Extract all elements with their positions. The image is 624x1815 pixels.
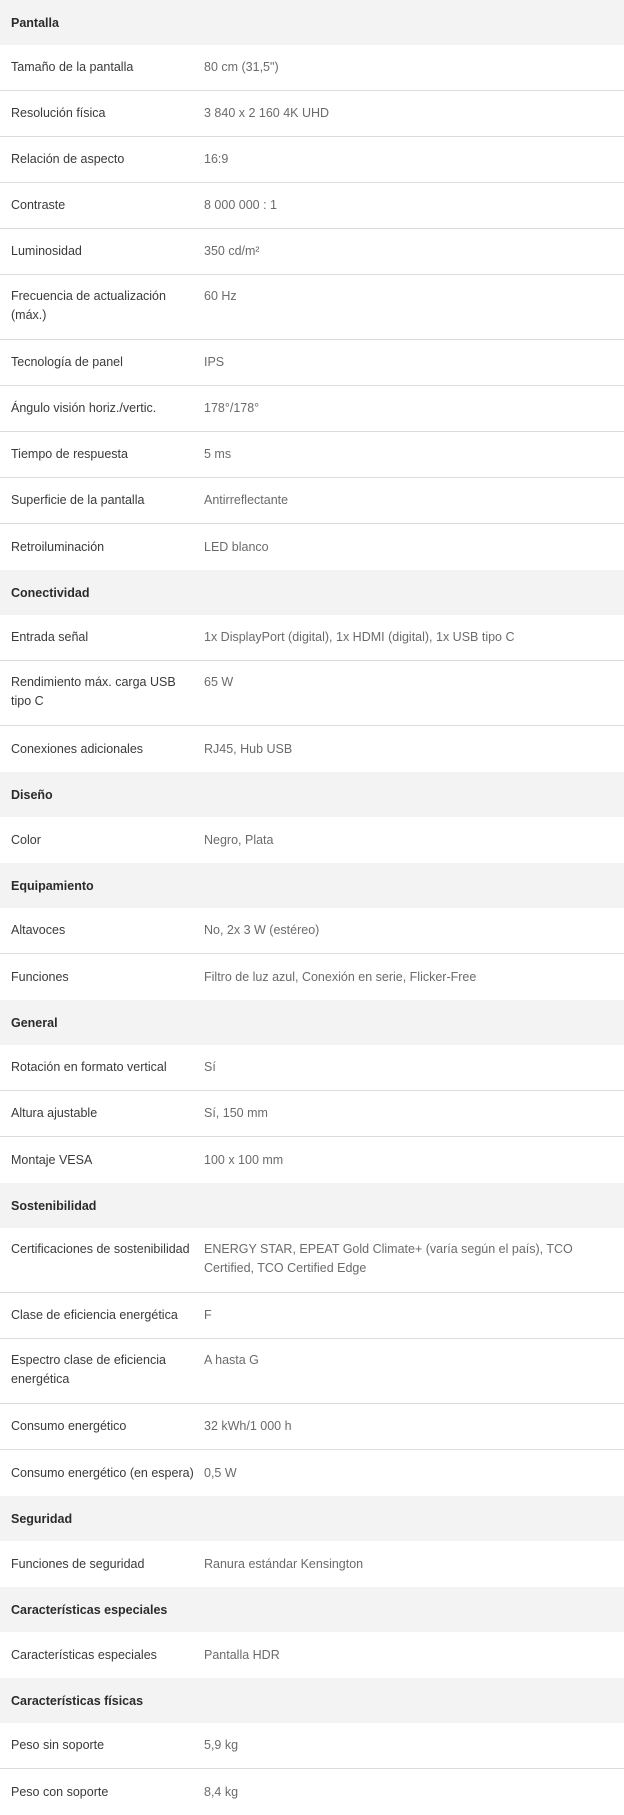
spec-label: Peso sin soporte	[11, 1738, 105, 1752]
spec-row	[0, 45, 624, 91]
spec-label: Frecuencia de actualización (máx.)	[11, 289, 166, 322]
spec-row	[0, 954, 624, 1000]
spec-label: Montaje VESA	[11, 1152, 93, 1167]
spec-row	[0, 1293, 624, 1339]
spec-value: F	[204, 1308, 212, 1322]
spec-value: Antirreflectante	[204, 493, 289, 507]
spec-row	[0, 1404, 624, 1450]
spec-label: Altavoces	[11, 923, 66, 937]
spec-value: 8 000 000 : 1	[204, 198, 277, 212]
spec-row	[0, 1769, 624, 1815]
spec-value: 5 ms	[204, 447, 232, 461]
spec-label: Peso con soporte	[11, 1784, 109, 1799]
spec-row	[0, 726, 624, 772]
spec-label: Funciones de seguridad	[11, 1556, 145, 1571]
spec-label: Resolución física	[11, 106, 106, 120]
spec-label: Luminosidad	[11, 244, 82, 258]
spec-row	[0, 817, 624, 863]
spec-row	[0, 137, 624, 183]
spec-row	[0, 432, 624, 478]
spec-value: 32 kWh/1 000 h	[204, 1419, 292, 1433]
section-header: Seguridad	[0, 1496, 624, 1541]
spec-label: Tecnología de panel	[11, 355, 123, 369]
spec-value: Pantalla HDR	[204, 1647, 280, 1662]
spec-row	[0, 1339, 624, 1404]
spec-label: Conexiones adicionales	[11, 741, 144, 756]
spec-row	[0, 386, 624, 432]
spec-value: Sí	[204, 1060, 216, 1074]
spec-label: Características especiales	[11, 1647, 157, 1662]
spec-label: Altura ajustable	[11, 1106, 98, 1120]
spec-label: Retroiluminación	[11, 539, 105, 554]
spec-row	[0, 1228, 624, 1293]
spec-value: Ranura estándar Kensington	[204, 1556, 364, 1571]
spec-label: Clase de eficiencia energética	[11, 1308, 178, 1322]
spec-value: Negro, Plata	[204, 832, 274, 847]
spec-value: ENERGY STAR, EPEAT Gold Climate+ (varía según el país), TCO Certified, TCO Certified Edge	[204, 1242, 573, 1275]
spec-value: 3 840 x 2 160 4K UHD	[204, 106, 330, 120]
spec-value: 1x DisplayPort (digital), 1x HDMI (digital), 1x USB tipo C	[204, 630, 515, 644]
spec-label: Funciones	[11, 969, 69, 984]
spec-value: Sí, 150 mm	[204, 1106, 268, 1120]
spec-row	[0, 1091, 624, 1137]
spec-label: Ángulo visión horiz./vertic.	[11, 401, 157, 415]
section-header: Pantalla	[0, 0, 624, 45]
spec-row	[0, 1723, 624, 1769]
spec-label: Superficie de la pantalla	[11, 493, 145, 507]
section-header: Conectividad	[0, 570, 624, 615]
section-header: Características físicas	[0, 1678, 624, 1723]
spec-row	[0, 615, 624, 661]
spec-row	[0, 661, 624, 726]
spec-label: Espectro clase de eficiencia energética	[11, 1353, 166, 1386]
spec-label: Rendimiento máx. carga USB tipo C	[11, 675, 176, 708]
spec-label: Entrada señal	[11, 630, 89, 644]
spec-value: 65 W	[204, 675, 234, 689]
spec-value: IPS	[204, 355, 225, 369]
spec-row	[0, 524, 624, 570]
spec-label: Consumo energético (en espera)	[11, 1465, 194, 1480]
spec-row	[0, 229, 624, 275]
spec-row	[0, 91, 624, 137]
spec-row	[0, 478, 624, 524]
spec-value: RJ45, Hub USB	[204, 741, 293, 756]
spec-row	[0, 275, 624, 340]
spec-row	[0, 1137, 624, 1183]
spec-label: Certificaciones de sostenibilidad	[11, 1242, 190, 1256]
spec-row	[0, 1450, 624, 1496]
spec-row	[0, 340, 624, 386]
section-header: Diseño	[0, 772, 624, 817]
spec-value: 80 cm (31,5")	[204, 60, 279, 74]
spec-value: 178°/178°	[204, 401, 260, 415]
section-header: Sostenibilidad	[0, 1183, 624, 1228]
spec-row	[0, 1045, 624, 1091]
section-header: General	[0, 1000, 624, 1045]
spec-value: 5,9 kg	[204, 1738, 239, 1752]
spec-label: Tiempo de respuesta	[11, 447, 128, 461]
section-header: Equipamiento	[0, 863, 624, 908]
spec-value: 60 Hz	[204, 289, 237, 303]
spec-row	[0, 1632, 624, 1678]
spec-value: A hasta G	[204, 1353, 259, 1367]
spec-label: Consumo energético	[11, 1419, 127, 1433]
spec-value: 16:9	[204, 152, 229, 166]
spec-value: 8,4 kg	[204, 1784, 239, 1799]
spec-row	[0, 183, 624, 229]
spec-label: Relación de aspecto	[11, 152, 125, 166]
spec-row	[0, 1541, 624, 1587]
spec-label: Rotación en formato vertical	[11, 1060, 167, 1074]
spec-label: Color	[11, 832, 41, 847]
spec-value: LED blanco	[204, 539, 269, 554]
spec-label: Tamaño de la pantalla	[11, 60, 134, 74]
spec-value: 350 cd/m²	[204, 244, 260, 258]
spec-value: 0,5 W	[204, 1465, 237, 1480]
section-header: Características especiales	[0, 1587, 624, 1632]
spec-label: Contraste	[11, 198, 66, 212]
spec-value: Filtro de luz azul, Conexión en serie, Flicker-Free	[204, 969, 477, 984]
spec-value: No, 2x 3 W (estéreo)	[204, 923, 320, 937]
spec-value: 100 x 100 mm	[204, 1152, 284, 1167]
spec-row	[0, 908, 624, 954]
